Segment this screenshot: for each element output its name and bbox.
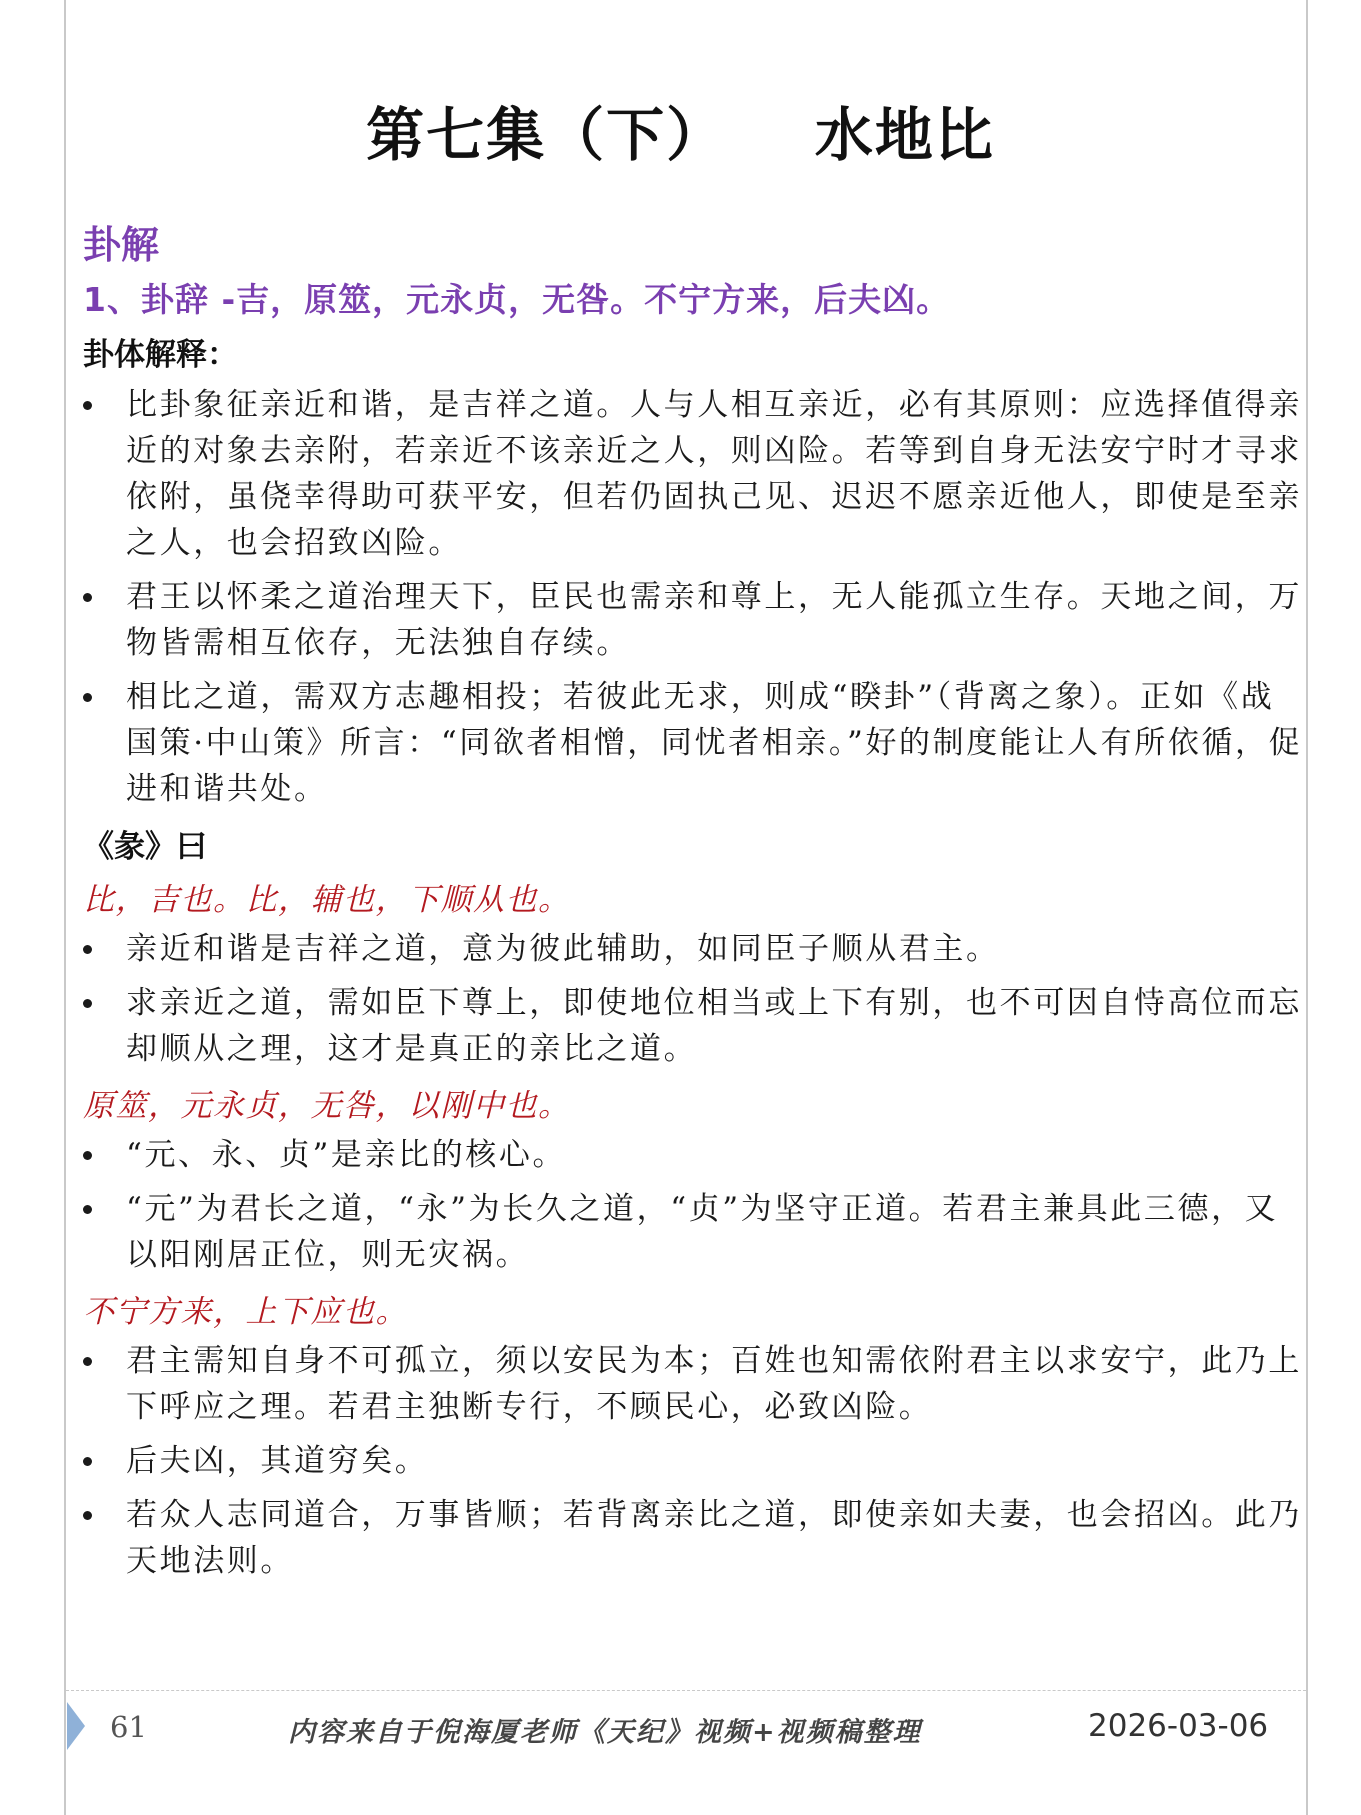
quote-line: 不宁方来，上下应也。 [83,1294,408,1330]
list-item [83,1132,1303,1178]
quote-commentary-list [83,926,1303,1072]
list-item [83,574,1303,666]
list-item-text: 君王以怀柔之道治理天下，臣民也需亲和尊上，无人能孤立生存。天地之间，万物皆需相互依存，无法独自存续。 [126,579,1302,661]
footer-divider [66,1690,1306,1691]
list-item [83,1492,1303,1584]
list-item [83,1186,1303,1278]
quote-commentary-list [83,1338,1303,1584]
bullet-dot [83,693,92,702]
bullet-dot [83,999,92,1008]
page-frame-left-border [64,0,66,1815]
page-title: 第七集（下） 水地比 [366,101,995,169]
list-item [83,674,1303,812]
footer-source: 内容来自于倪海厦老师《天纪》视频+视频稿整理 [288,1717,922,1748]
bullet-dot [83,1151,92,1160]
page-frame-right-border [1306,0,1308,1815]
bullet-dot [83,1511,92,1520]
xiang-label: 《彖》曰 [83,829,207,865]
bullet-dot [83,401,92,410]
quote-line: 比，吉也。比，辅也，下顺从也。 [83,882,571,918]
list-item [83,980,1303,1072]
list-item [83,1438,1303,1484]
list-item-text: 相比之道，需双方志趣相投；若彼此无求，则成“睽卦”（背离之象）。正如《战国策·中山策》所言：“同欲者相憎，同忧者相亲。”好的制度能让人有所依循，促进和谐共处。 [126,679,1303,807]
list-item [83,926,1303,972]
list-item-text: 君主需知自身不可孤立，须以安民为本；百姓也知需依附君主以求安宁，此乃上下呼应之理。若君主独断专行，不顾民心，必致凶险。 [126,1343,1302,1425]
footer-date: 2026-03-06 [1088,1708,1269,1744]
page-number: 61 [110,1710,147,1744]
guaci-heading: 1、卦辞 -吉，原筮，元永贞，无咎。不宁方来，后夫凶。 [83,280,951,319]
section-heading: 卦解 [83,223,160,267]
quote-commentary-list [83,1132,1303,1278]
list-item-text: 若众人志同道合，万事皆顺；若背离亲比之道，即使亲如夫妻，也会招凶。此乃天地法则。 [126,1497,1302,1579]
triangle-arrow-icon [67,1702,85,1750]
list-item-text: 亲近和谐是吉祥之道，意为彼此辅助，如同臣子顺从君主。 [126,931,1000,967]
list-item-text: 求亲近之道，需如臣下尊上，即使地位相当或上下有别，也不可因自恃高位而忘却顺从之理，这才是真正的亲比之道。 [126,985,1302,1067]
list-item [83,1338,1303,1430]
list-item [83,382,1303,566]
bullet-dot [83,1357,92,1366]
list-item-text: “元、永、贞”是亲比的核心。 [126,1137,567,1173]
interpretation-label: 卦体解释： [83,337,238,373]
bullet-dot [83,1457,92,1466]
list-item-text: “元”为君长之道，“永”为长久之道，“贞”为坚守正道。若君主兼具此三德，又以阳刚居正位，则无灾祸。 [126,1191,1279,1273]
interpretation-list [83,382,1303,812]
document-content [83,218,1303,1592]
list-item-text: 比卦象征亲近和谐，是吉祥之道。人与人相互亲近，必有其原则：应选择值得亲近的对象去亲附，若亲近不该亲近之人，则凶险。若等到自身无法安宁时才寻求依附，虽侥幸得助可获平安，但若仍固执己见、迟迟不愿亲近他人，即使是至亲之人，也会招致凶险。 [126,387,1302,561]
bullet-dot [83,945,92,954]
quote-line: 原筮，元永贞，无咎，以刚中也。 [83,1088,571,1124]
bullet-dot [83,593,92,602]
bullet-dot [83,1205,92,1214]
list-item-text: 后夫凶，其道穷矣。 [126,1443,429,1479]
